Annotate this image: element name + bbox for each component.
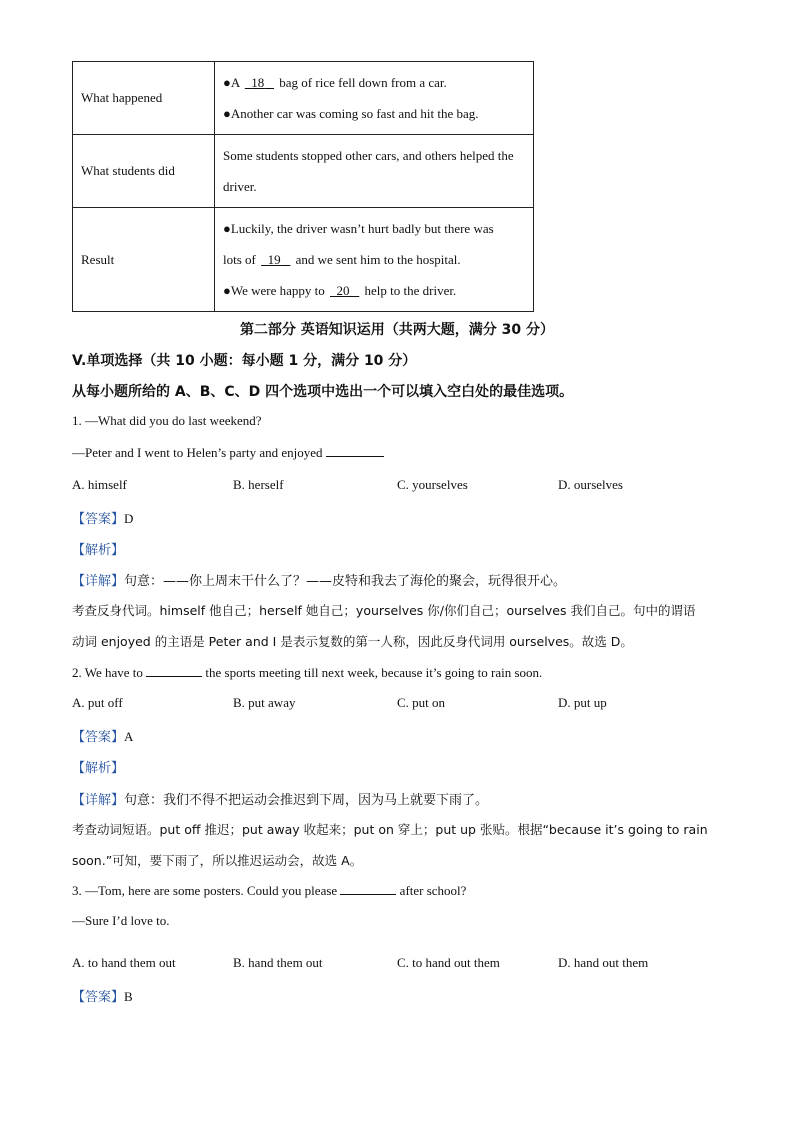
line-text: and we sent him to the hospital. (292, 252, 461, 267)
answer-tag: 【答案】 (72, 730, 125, 745)
answer-blank (340, 882, 396, 895)
analysis-tag: 【解析】 (72, 761, 125, 776)
option-b[interactable]: B. put away (233, 695, 296, 710)
blank-number-text: 20 (336, 283, 350, 298)
table-row (73, 208, 534, 312)
explanation-line: soon.”可知，要下雨了，所以推迟运动会，故选 A。 (72, 853, 363, 868)
question-3-stem (72, 882, 732, 899)
option-c[interactable]: C. put on (397, 695, 446, 710)
analysis-line (72, 757, 732, 776)
stem-text: the sports meeting till next week, because it’s going to rain soon. (202, 665, 543, 680)
row-label: What happened (73, 62, 215, 135)
line-text: bag of rice fell down from a car. (276, 75, 447, 90)
content-line (223, 213, 527, 244)
analysis-tag: 【解析】 (72, 543, 125, 558)
answer-blank (146, 664, 202, 677)
line-text: ●A (223, 75, 243, 90)
row-label: Result (73, 208, 215, 312)
row-label: What students did (73, 135, 215, 208)
option-d[interactable]: D. put up (558, 695, 607, 710)
option-a[interactable]: A. to hand them out (72, 955, 176, 970)
detail-line (72, 789, 732, 808)
part-title: 第二部分 英语知识运用（共两大题，满分 30 分） (239, 322, 555, 338)
option-a[interactable]: A. himself (72, 477, 127, 492)
blank-number-text: 18 (251, 75, 265, 90)
option-b[interactable]: B. hand them out (233, 955, 323, 970)
answer-line (72, 986, 732, 1005)
table-row (73, 62, 534, 135)
answer-blank (326, 444, 384, 457)
summary-table (72, 61, 534, 312)
blank-number-text: 19 (267, 252, 281, 267)
answer-line (72, 508, 732, 527)
option-b[interactable]: B. herself (233, 477, 284, 492)
answer-value: B (124, 989, 133, 1004)
content-line (223, 275, 527, 306)
line-text: Some students stopped other cars, and others helped the (223, 148, 514, 163)
blank-number (328, 275, 361, 306)
section-title: V.单项选择（共 10 小题：每小题 1 分，满分 10 分） (72, 353, 417, 369)
line-text: ●We were happy to (223, 283, 328, 298)
answer-value: A (124, 729, 134, 744)
stem-text: 2. We have to (72, 665, 147, 680)
analysis-line (72, 539, 732, 558)
detail-text: 句意：——你上周末干什么了？——皮特和我去了海伦的聚会，玩得很开心。 (124, 574, 567, 589)
answer-line (72, 726, 732, 745)
content-line (223, 244, 527, 275)
question-3-reply: —Sure I’d love to. (72, 913, 170, 928)
line-text: help to the driver. (361, 283, 457, 298)
line-text: ●Luckily, the driver wasn’t hurt badly but there was (223, 221, 494, 236)
line-text: ●Another car was coming so fast and hit the bag. (223, 106, 479, 121)
explanation-line: 考查反身代词。himself 他自己；herself 她自己；yourselves 你/你们自己；ourselves 我们自己。句中的谓语 (72, 603, 696, 618)
detail-tag: 【详解】 (72, 793, 125, 808)
option-c[interactable]: C. to hand out them (397, 955, 500, 970)
content-line (223, 171, 527, 202)
blank-number (243, 67, 276, 98)
question-1-reply (72, 444, 732, 461)
row-content (215, 62, 534, 135)
section-instruction: 从每小题所给的 A、B、C、D 四个选项中选出一个可以填入空白处的最佳选项。 (72, 384, 574, 400)
blank-number (259, 244, 292, 275)
explanation-line: 考查动词短语。put off 推迟；put away 收起来；put on 穿上；put up 张贴。根据“because it’s going to rain (72, 822, 708, 837)
option-a[interactable]: A. put off (72, 695, 123, 710)
explanation-line: 动词 enjoyed 的主语是 Peter and I 是表示复数的第一人称，因此反身代词用 ourselves。故选 D。 (72, 634, 633, 649)
question-1-stem: 1. —What did you do last weekend? (72, 413, 262, 428)
detail-line (72, 570, 732, 589)
line-text: lots of (223, 252, 260, 267)
row-content (215, 208, 534, 312)
option-d[interactable]: D. hand out them (558, 955, 649, 970)
question-2-stem (72, 664, 732, 681)
row-content (215, 135, 534, 208)
line-text: driver. (223, 179, 257, 194)
option-c[interactable]: C. yourselves (397, 477, 468, 492)
table-row (73, 135, 534, 208)
content-line (223, 140, 527, 171)
answer-value: D (124, 511, 134, 526)
reply-text: —Peter and I went to Helen’s party and enjoyed (72, 445, 326, 460)
content-line (223, 98, 527, 129)
answer-tag: 【答案】 (72, 990, 125, 1005)
detail-text: 句意：我们不得不把运动会推迟到下周，因为马上就要下雨了。 (124, 793, 489, 808)
content-line (223, 67, 527, 98)
option-d[interactable]: D. ourselves (558, 477, 623, 492)
stem-text: after school? (396, 883, 467, 898)
answer-tag: 【答案】 (72, 512, 125, 527)
detail-tag: 【详解】 (72, 574, 125, 589)
stem-text: 3. —Tom, here are some posters. Could you please (72, 883, 341, 898)
